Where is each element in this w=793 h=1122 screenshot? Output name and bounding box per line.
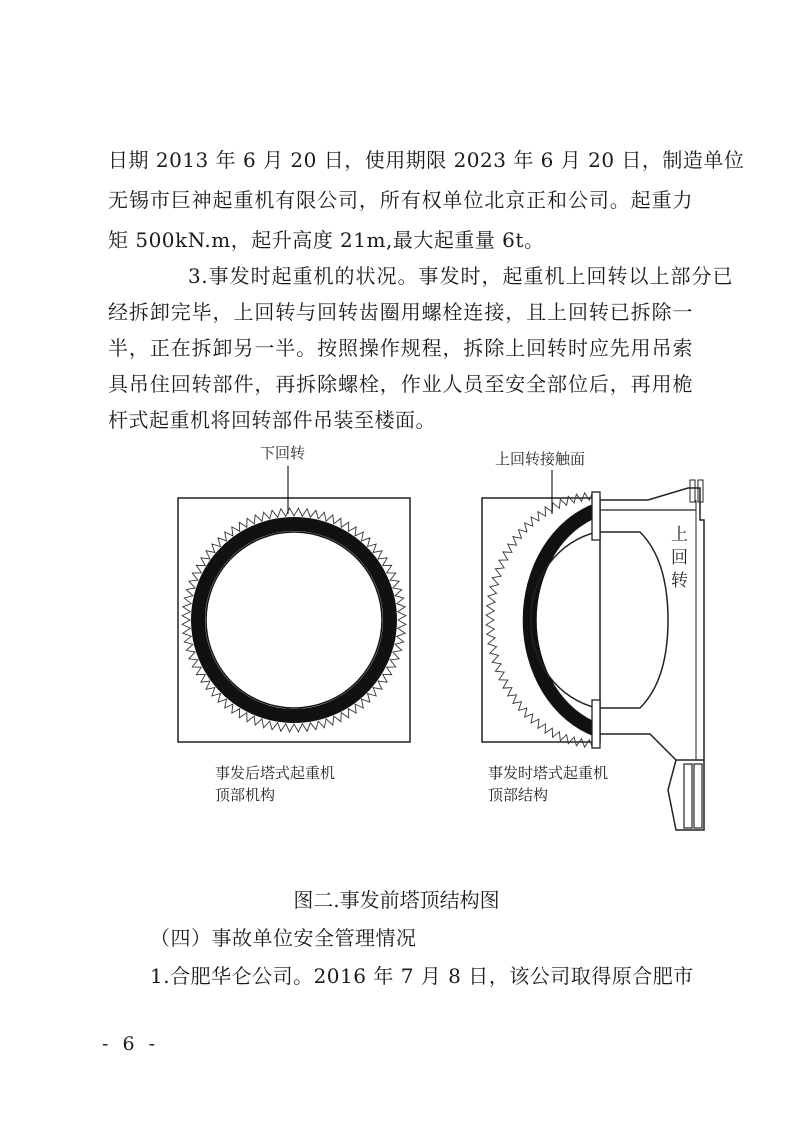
right-black-ring <box>530 510 597 730</box>
para1-line-3: 矩 500kN.m，起升高度 21m,最大起重量 6t。 <box>108 228 545 252</box>
left-gear-teeth <box>182 508 406 732</box>
lower-slewing-label: 下回转 <box>260 444 306 462</box>
left-caption-line: 顶部机构 <box>215 786 276 804</box>
left-gear-ring <box>182 508 406 732</box>
left-caption-line: 事发后塔式起重机 <box>215 764 336 782</box>
right-caption-line: 顶部结构 <box>488 786 549 804</box>
section-para-first-line: 1.合肥华仑公司。2016 年 7 月 8 日，该公司取得原合肥市 <box>150 964 694 988</box>
para2-line-5: 杆式起重机将回转部件吊装至楼面。 <box>108 408 436 432</box>
para1-line-2: 无锡市巨神起重机有限公司，所有权单位北京正和公司。起重力 <box>108 188 693 212</box>
left-frame <box>178 498 410 742</box>
figure-caption: 图二.事发前塔顶结构图 <box>293 888 500 912</box>
arm-lug-1 <box>690 480 695 502</box>
para2-line-2: 经拆卸完毕，上回转与回转齿圈用螺栓连接，且上回转已拆除一 <box>108 300 693 324</box>
right-frame <box>482 498 600 742</box>
upper-slewing-side-label <box>671 524 688 593</box>
right-figure-caption <box>488 762 608 806</box>
para1-line-1: 日期 2013 年 6 月 20 日，使用期限 2023 年 6 月 20 日，制造单位 <box>108 148 745 172</box>
left-inner-circle <box>206 532 382 708</box>
para2-line-3: 半，正在拆卸另一半。按照操作规程，拆除上回转时应先用吊索 <box>108 336 693 360</box>
para2-line-1: 3.事发时起重机的状况。事发时，起重机上回转以上部分已 <box>188 264 733 288</box>
pulley-plate-2 <box>694 764 702 828</box>
arm-outline <box>600 488 704 760</box>
bottom-bracket <box>592 700 600 748</box>
left-figure-caption <box>215 762 335 806</box>
side-char: 转 <box>671 571 688 591</box>
right-gear-ring <box>486 492 597 748</box>
left-black-ring <box>198 524 390 716</box>
pulley-plate-1 <box>684 764 692 828</box>
page-number: - 6 - <box>102 1033 160 1055</box>
section-heading: （四）事故单位安全管理情况 <box>150 926 417 950</box>
lower-block <box>668 760 704 830</box>
upper-slewing-body <box>597 532 668 708</box>
right-caption-line: 事发时塔式起重机 <box>488 764 609 782</box>
side-char: 上 <box>671 525 688 545</box>
right-gear-teeth <box>486 492 597 748</box>
para2-line-4: 具吊住回转部件，再拆除螺栓，作业人员至安全部位后，再用桅 <box>108 372 693 396</box>
side-char: 回 <box>671 548 688 568</box>
top-bracket <box>592 492 600 540</box>
upper-slewing-contact-label: 上回转接触面 <box>495 450 586 468</box>
